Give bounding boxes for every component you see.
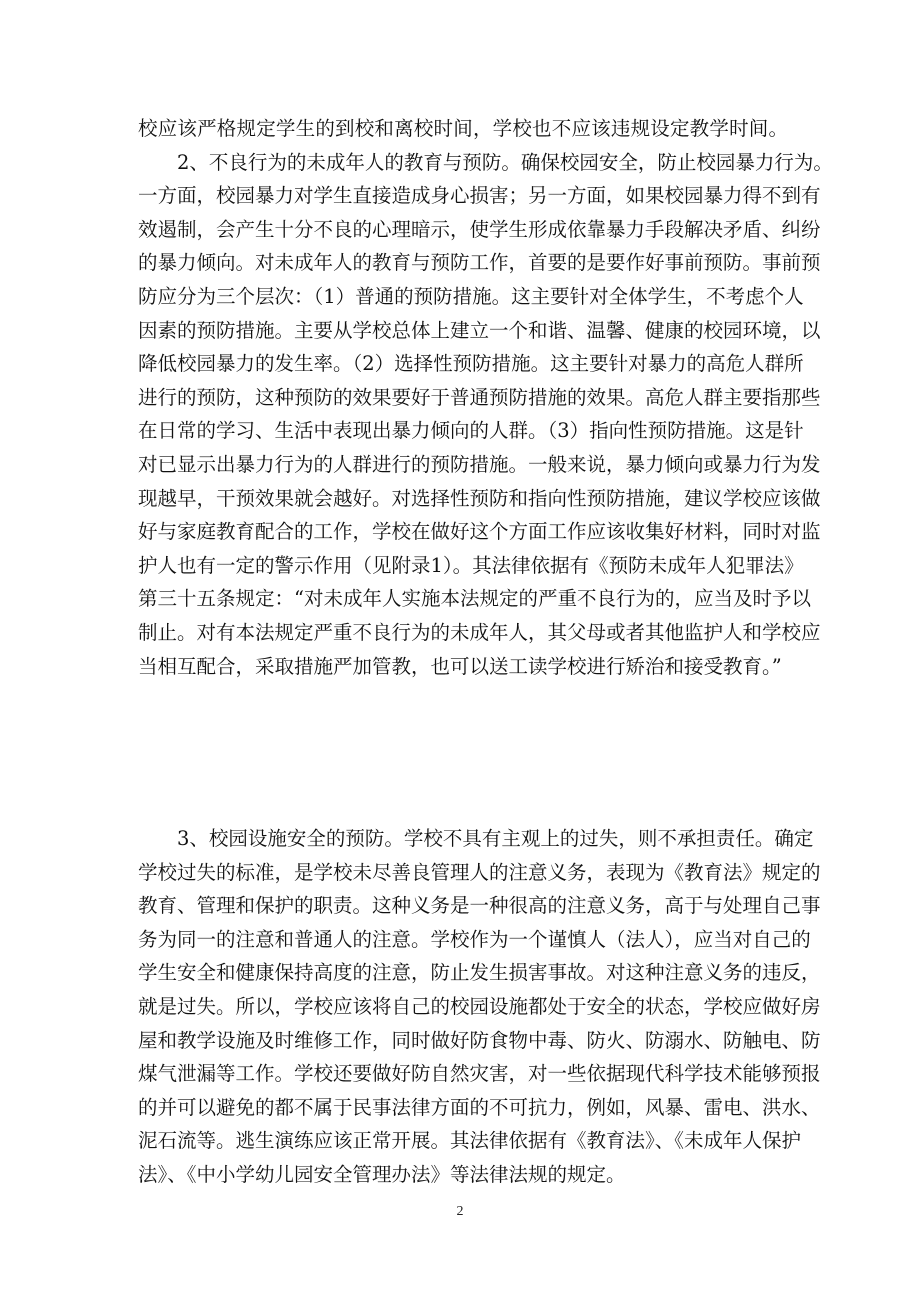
text-line: 的并可以避免的都不属于民事法律方面的不可抗力，例如，风暴、雷电、洪水、: [138, 1095, 821, 1119]
text-line: 学生安全和健康保持高度的注意，防止发生损害事故。对这种注意义务的违反，: [138, 961, 821, 985]
text-line: 防应分为三个层次：（1）普通的预防措施。这主要针对全体学生，不考虑个人: [138, 284, 804, 308]
page-number: 2: [456, 1204, 464, 1219]
text-line: 屋和教学设施及时维修工作，同时做好防食物中毒、防火、防溺水、防触电、防: [138, 1028, 821, 1052]
text-line: 因素的预防措施。主要从学校总体上建立一个和谐、温馨、健康的校园环境，以: [138, 318, 821, 342]
paragraph-block-1: [138, 112, 833, 683]
text-line: 对已显示出暴力行为的人群进行的预防措施。一般来说，暴力倾向或暴力行为发: [138, 452, 821, 476]
text-line: 在日常的学习、生活中表现出暴力倾向的人群。（3）指向性预防措施。这是针: [138, 419, 804, 443]
text-line: 护人也有一定的警示作用（见附录1）。其法律依据有《预防未成年人犯罪法》: [138, 553, 804, 577]
text-line: 法》、《中小学幼儿园安全管理办法》等法律法规的规定。: [138, 1162, 626, 1186]
text-line: 降低校园暴力的发生率。（2）选择性预防措施。这主要针对暴力的高危人群所: [138, 352, 804, 376]
text-line: 学校过失的标准，是学校未尽善良管理人的注意义务，表现为《教育法》规定的: [138, 860, 821, 884]
text-line: 2、不良行为的未成年人的教育与预防。确保校园安全，防止校园暴力行为。: [138, 150, 833, 174]
text-line: 第三十五条规定：“对未成年人实施本法规定的严重不良行为的，应当及时予以: [138, 587, 811, 611]
text-line: 泥石流等。逃生演练应该正常开展。其法律依据有《教育法》、《未成年人保护: [138, 1129, 802, 1153]
text-line: 好与家庭教育配合的工作，学校在做好这个方面工作应该收集好材料，同时对监: [138, 520, 821, 544]
text-line: 教育、管理和保护的职责。这种义务是一种很高的注意义务，高于与处理自己事: [138, 894, 821, 918]
text-line: 3、校园设施安全的预防。学校不具有主观上的过失，则不承担责任。确定: [138, 827, 814, 850]
text-line: 效遏制，会产生十分不良的心理暗示，使学生形成依靠暴力手段解决矛盾、纠纷: [138, 217, 821, 241]
text-line: 就是过失。所以，学校应该将自己的校园设施都处于安全的状态，学校应做好房: [138, 994, 821, 1018]
text-line: 校应该严格规定学生的到校和离校时间，学校也不应该违规设定教学时间。: [138, 117, 788, 140]
text-line: 现越早，干预效果就会越好。对选择性预防和指向性预防措施，建议学校应该做: [138, 486, 821, 510]
text-line: 制止。对有本法规定严重不良行为的未成年人，其父母或者其他监护人和学校应: [138, 620, 821, 644]
text-line: 当相互配合，采取措施严加管教，也可以送工读学校进行矫治和接受教育。”: [138, 654, 782, 678]
text-line: 煤气泄漏等工作。学校还要做好防自然灾害，对一些依据现代科学技术能够预报: [138, 1062, 821, 1086]
text-line: 进行的预防，这种预防的效果要好于普通预防措施的效果。高危人群主要指那些: [138, 385, 821, 409]
text-line: 一方面，校园暴力对学生直接造成身心损害；另一方面，如果校园暴力得不到有: [138, 184, 821, 208]
paragraph-block-2: [138, 822, 821, 1192]
text-line: 务为同一的注意和普通人的注意。学校作为一个谨慎人（法人），应当对自己的: [138, 927, 811, 951]
text-line: 的暴力倾向。对未成年人的教育与预防工作，首要的是要作好事前预防。事前预: [138, 251, 821, 275]
